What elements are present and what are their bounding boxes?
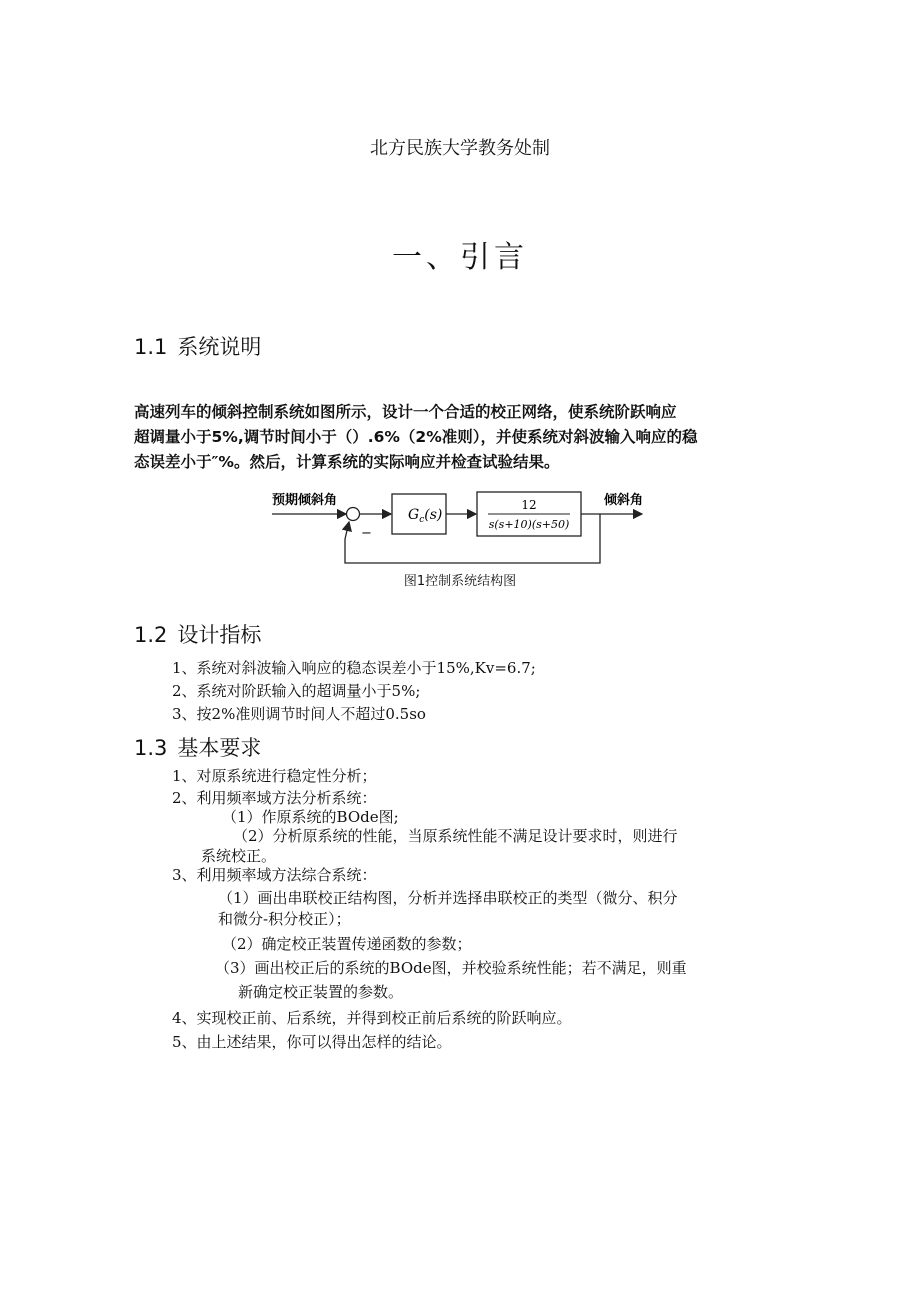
section-title: 系统说明	[177, 335, 262, 359]
plant-numerator: 12	[521, 498, 537, 512]
controller-label: $G_c(s)$	[408, 507, 443, 525]
summing-junction	[347, 508, 360, 521]
intro-paragraph	[134, 400, 794, 475]
block-diagram	[260, 483, 660, 573]
requirement-subitem: （1）作原系统的BOde图;	[222, 808, 399, 826]
plant-denominator: s(s+10)(s+50)	[488, 518, 570, 531]
requirement-subitem: （2）确定校正装置传递函数的参数；	[222, 935, 472, 953]
chapter-title: 一、引言	[392, 240, 528, 275]
spec-item: 1、系统对斜波输入响应的稳态误差小于15%,Kv=6.7;	[172, 659, 536, 677]
section-number: 1.3	[134, 736, 168, 760]
spec-item: 2、系统对阶跃输入的超调量小于5%;	[172, 682, 421, 700]
figure-caption: 图1控制系统结构图	[403, 574, 517, 589]
feedback-arrow	[345, 522, 349, 539]
input-label: 预期倾斜角	[272, 493, 338, 508]
requirement-item: 4、实现校正前、后系统，并得到校正前后系统的阶跃响应。	[172, 1009, 572, 1027]
requirement-subitem-cont: 系统校正。	[201, 847, 277, 865]
section-heading-1-1	[134, 331, 261, 361]
intro-line: 态误差小于″%。然后，计算系统的实际响应并检查试验结果。	[134, 453, 560, 471]
requirement-item: 1、对原系统进行稳定性分析；	[172, 767, 377, 785]
section-heading-1-3	[134, 732, 261, 762]
requirement-subitem: （2）分析原系统的性能，当原系统性能不满足设计要求时，则进行	[233, 827, 678, 845]
section-title: 设计指标	[177, 623, 262, 647]
section-number: 1.2	[134, 623, 168, 647]
output-label: 倾斜角	[604, 493, 644, 508]
requirement-subitem: （1）画出串联校正结构图，分析并选择串联校正的类型（微分、积分	[218, 889, 678, 907]
feedback-sign: −	[361, 526, 372, 541]
spec-item: 3、按2%准则调节时间人不超过0.5so	[172, 705, 426, 723]
section-number: 1.1	[134, 335, 168, 359]
requirement-item: 5、由上述结果，你可以得出怎样的结论。	[172, 1033, 452, 1051]
section-title: 基本要求	[177, 736, 262, 760]
section-heading-1-2	[134, 619, 261, 649]
intro-line: 高速列车的倾斜控制系统如图所示，设计一个合适的校正网络，使系统阶跃响应	[134, 403, 677, 421]
page-header: 北方民族大学教务处制	[370, 138, 550, 159]
requirement-item: 3、利用频率域方法综合系统：	[172, 866, 377, 884]
requirement-item: 2、利用频率域方法分析系统：	[172, 789, 377, 807]
requirement-subitem-cont: 新确定校正装置的参数。	[238, 983, 404, 1001]
requirement-subitem-cont: 和微分-积分校正）；	[218, 910, 351, 928]
intro-line: 超调量小于5%,调节时间小于（）.6%（2%准则），并使系统对斜波输入响应的稳	[134, 428, 698, 446]
requirement-subitem: （3）画出校正后的系统的BOde图，并校验系统性能；若不满足，则重	[215, 959, 687, 977]
